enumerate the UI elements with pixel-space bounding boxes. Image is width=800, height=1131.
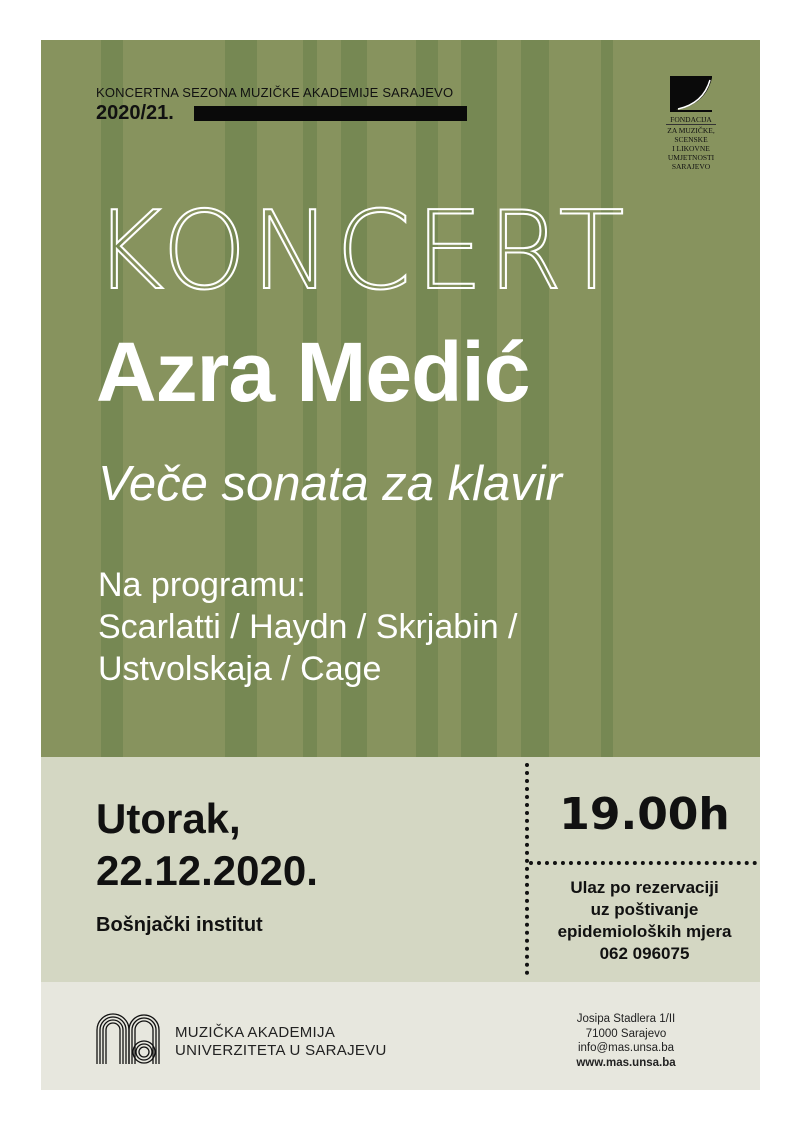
fondacija-logo-mark-icon — [670, 76, 712, 112]
hero-panel — [41, 40, 760, 757]
poster-heading: KONCERT — [93, 189, 629, 314]
event-venue: Bošnjački institut — [96, 914, 263, 936]
sponsor-line2: ZA MUZIČKE, SCENSKE — [667, 126, 715, 144]
program-list — [98, 564, 518, 690]
sponsor-name: FONDACIJA — [666, 115, 716, 125]
decorative-stripe — [601, 40, 613, 757]
entry-line: epidemioloških mjera — [557, 922, 732, 941]
program-line: Scarlatti / Haydn / Skrjabin / — [98, 608, 518, 646]
reservation-phone: 062 096075 — [599, 944, 690, 963]
event-date-block — [96, 793, 318, 897]
website-link[interactable]: www.mas.unsa.ba — [576, 1056, 676, 1069]
season-bar-decoration — [194, 106, 467, 121]
entry-line: uz poštivanje — [590, 900, 699, 919]
season-label: KONCERTNA SEZONA MUZIČKE AKADEMIJE SARAJEVO — [96, 85, 454, 100]
event-time: 19.00h — [559, 789, 730, 840]
entry-line: Ulaz po rezervaciji — [570, 878, 719, 897]
season-year: 2020/21. — [96, 102, 174, 124]
sponsor-line4: SARAJEVO — [671, 162, 711, 171]
organization-name — [175, 1024, 387, 1060]
ma-music-academy-logo-icon — [95, 1012, 161, 1064]
org-line: MUZIČKA AKADEMIJA — [175, 1024, 336, 1041]
program-label: Na programu: — [98, 566, 306, 604]
program-line: Ustvolskaja / Cage — [98, 650, 382, 688]
concert-subtitle: Veče sonata za klavir — [98, 457, 562, 511]
org-line: UNIVERZITETA U SARAJEVU — [175, 1042, 387, 1059]
event-details-panel — [41, 757, 760, 982]
sponsor-logo — [651, 76, 731, 171]
dotted-divider-horizontal — [529, 861, 757, 865]
address-line: 71000 Sarajevo — [585, 1027, 667, 1040]
contact-info — [551, 1012, 701, 1070]
sponsor-line3: I LIKOVNE UMJETNOSTI — [667, 144, 715, 162]
concert-poster — [41, 40, 760, 1090]
artist-name: Azra Medić — [96, 325, 530, 419]
address-line: Josipa Stadlera 1/II — [576, 1013, 676, 1025]
footer — [41, 982, 760, 1090]
event-day: Utorak, — [96, 795, 241, 842]
event-date: 22.12.2020. — [96, 847, 318, 894]
email-link[interactable]: info@mas.unsa.ba — [577, 1042, 675, 1054]
entry-info — [529, 877, 760, 965]
